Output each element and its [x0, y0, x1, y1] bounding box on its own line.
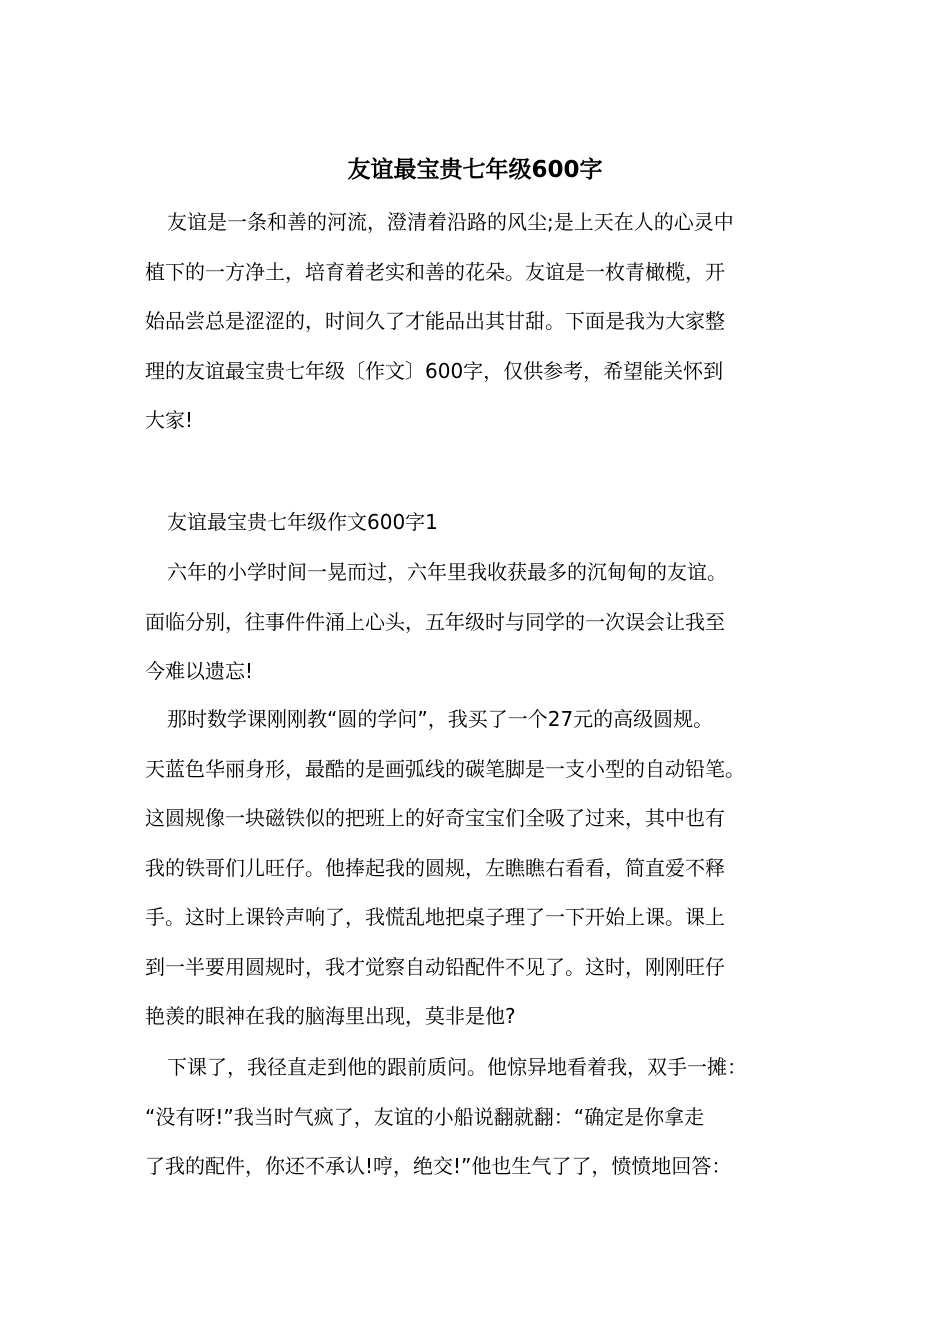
text-line: 面临分别，往事件件涌上心头，五年级时与同学的一次误会让我至	[145, 609, 725, 634]
text-line: 大家!	[145, 408, 194, 432]
text-line: 下课了，我径直走到他的跟前质问。他惊异地看着我，双手一摊：	[167, 1055, 747, 1079]
text-line: 到一半要用圆规时，我才觉察自动铅配件不见了。这时，刚刚旺仔	[145, 954, 725, 979]
paragraph-1	[145, 548, 813, 697]
text-line: 今难以遗忘!	[145, 659, 254, 683]
section-heading-text: 友谊最宝贵七年级作文600字1	[167, 510, 438, 534]
text-line: 艳羡的眼神在我的脑海里出现，莫非是他?	[145, 1004, 516, 1028]
text-line: “没有呀!”我当时气疯了，友谊的小船说翻就翻：“确定是你拿走	[145, 1104, 705, 1129]
text-line: 了我的配件，你还不承认!哼，绝交!”他也生气了了，愤愤地回答：	[145, 1154, 732, 1178]
text-line: 友谊是一条和善的河流，澄清着沿路的风尘;是上天在人的心灵中	[167, 210, 734, 234]
text-line: 六年的小学时间一晃而过，六年里我收获最多的沉甸甸的友谊。	[167, 560, 727, 584]
text-line: 我的铁哥们儿旺仔。他捧起我的圆规，左瞧瞧右看看，简直爱不释	[145, 855, 725, 880]
intro-paragraph	[145, 198, 813, 446]
text-line: 手。这时上课铃声响了，我慌乱地把桌子理了一下开始上课。课上	[145, 905, 725, 929]
section-heading	[145, 498, 813, 548]
document-title: 友谊最宝贵七年级600字	[347, 157, 603, 183]
text-line: 天蓝色华丽身形，最酷的是画弧线的碳笔脚是一支小型的自动铅笔。	[145, 756, 745, 781]
text-line: 始品尝总是涩涩的，时间久了才能品出其甘甜。下面是我为大家整	[145, 309, 725, 333]
text-line: 植下的一方净土，培育着老实和善的花朵。友谊是一枚青橄榄，开	[145, 259, 725, 284]
text-line: 那时数学课刚刚教“圆的学问”，我买了一个27元的高级圆规。	[167, 707, 714, 731]
paragraph-3	[145, 1043, 813, 1192]
text-line: 理的友谊最宝贵七年级〔作文〕600字，仅供参考，希望能关怀到	[145, 358, 724, 383]
text-line: 这圆规像一块磁铁似的把班上的好奇宝宝们全吸了过来，其中也有	[145, 806, 725, 830]
paragraph-2	[145, 695, 813, 1042]
